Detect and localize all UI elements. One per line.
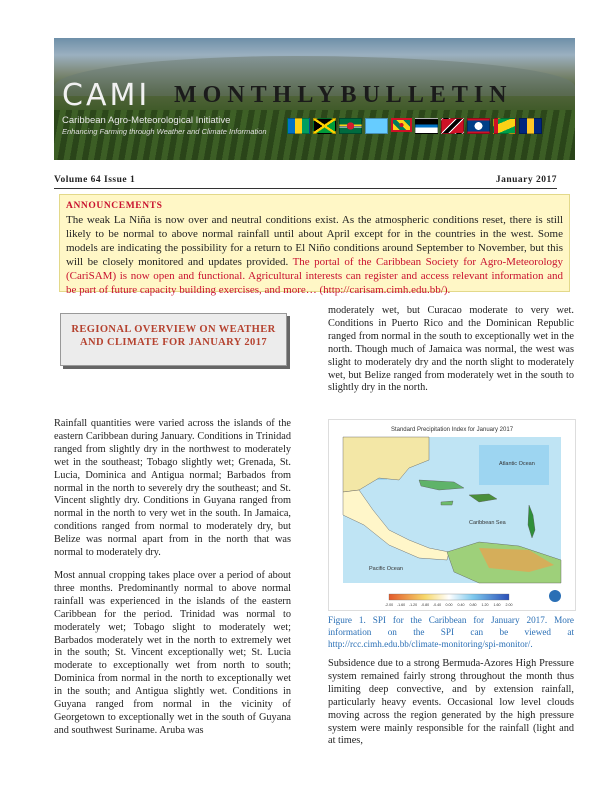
issue-volume: Volume 64 Issue 1 [54, 175, 136, 185]
right-paragraph-1: moderately wet, but Curacao moderate to very wet. Conditions in Puerto Rico and the Dominican Republic ranged from normal in the south to exceptionally wet in the north. Though much of Jamaica was normal, the west was slight to moderately dry and the north slight to moderately wet, but Belize ranged from moderately wet in the south to slightly dry in the north. [328, 305, 574, 394]
bulletin-title: MONTHLYBULLETIN [174, 82, 513, 108]
announcements-text: The weak La Niña is now over and neutral conditions exist. As the atmospheric conditions reset, there is still likely to be normal to above normal rainfall until about April except for in the countries in the west. Some models are indicating the possibility for a return to El Niño conditions around September to November, but this will be closely monitored and updates provided. [66, 214, 563, 268]
spi-map-figure [328, 419, 576, 611]
legend-tick-label: -0.80 [420, 603, 430, 607]
spi-legend-bar [389, 594, 509, 600]
carisam-announcement-text[interactable]: The portal of the Caribbean Society for Agro-Meteorology (CariSAM) is now open and functional. Agricultural interests can register and access relevant information and be part of future capacity building exercises, and more… (http://carisam.cimh.edu.bb/). [66, 256, 564, 296]
spi-map [329, 420, 575, 610]
barbados-flag [519, 118, 542, 134]
dominica-flag [339, 118, 362, 134]
tagline-mission: Enhancing Farming through Weather and Climate Information [62, 127, 267, 136]
cami-logo: CAMI [62, 78, 151, 113]
right-column-bottom [328, 658, 574, 758]
announcements-heading: ANNOUNCEMENTS [66, 201, 163, 211]
section-title: REGIONAL OVERVIEW ON WEATHER AND CLIMATE FOR JANUARY 2017 [71, 324, 276, 348]
legend-tick-label: -1.20 [408, 603, 418, 607]
legend-tick-label: -1.60 [396, 603, 406, 607]
left-paragraph-1: Rainfall quantities were varied across the islands of the eastern Caribbean during January. Conditions in Trinidad ranged from slightly dry in the northwest to moderately wet in the southeast; Tobago slightly wet; Grenada, St. Lucia, Dominica and Antigua normal; Barbados from normal in the north to severely dry the southeast; and St. Vincent slightly dry. Conditions in Guyana ranged from normal in the north to very wet in the south. In Jamaica, conditions ranged from normal to moderately dry, but Belize was normal apart from in the north that was normal to moderately dry. [54, 418, 291, 559]
map-title: Standard Precipitation Index for January 2017 [390, 427, 514, 433]
announcements-box [59, 194, 570, 296]
legend-tick-label: -2.00 [384, 603, 394, 607]
tagline-organisation: Caribbean Agro-Meteorological Initiative [62, 115, 231, 126]
spi-legend-ticks [385, 603, 513, 607]
legend-tick-label: 0.00 [445, 603, 453, 607]
antigua-flag [415, 118, 438, 134]
legend-tick-label: 1.20 [481, 603, 489, 607]
issue-date: January 2017 [495, 175, 557, 185]
saint-vincent-flag [287, 118, 310, 134]
cimh-logo [549, 590, 561, 602]
figure-caption[interactable]: Figure 1. SPI for the Caribbean for January 2017. More information on the SPI can be viewed at http://rcc.cimh.edu.bb/climate-monitoring/spi-monitor/. [328, 615, 574, 649]
left-column [54, 418, 291, 748]
legend-tick-label: 1.60 [493, 603, 501, 607]
belize-flag [467, 118, 490, 134]
legend-tick-label: -0.40 [432, 603, 442, 607]
right-column-top [328, 305, 574, 405]
atlantic-label: Atlantic Ocean [499, 461, 535, 467]
member-flags [287, 118, 542, 134]
pacific-label: Pacific Ocean [369, 566, 403, 572]
masthead-banner [54, 38, 575, 160]
legend-tick-label: 0.40 [457, 603, 465, 607]
caribbean-label: Caribbean Sea [469, 520, 506, 526]
trinidad-flag [441, 118, 464, 134]
right-paragraph-2: Subsidence due to a strong Bermuda-Azores High Pressure system remained fairly strong throughout the month thus limiting deep convective, and by extension rainfall, particularly heavy events. Occasional low level clouds moving across the region generated by the high pressure system were mainly responsible for the rainfall (light and at times, [328, 658, 574, 747]
grenada-flag [391, 118, 412, 132]
left-paragraph-2: Most annual cropping takes place over a period of about three months. Predominantly normal to above normal rainfall was experienced in the islands of the eastern Caribbean for the period. Trinidad was normal to moderately wet; Tobago slight to moderately wet; Barbados moderately wet in the north to extremely wet in the south; St. Vincent exceptionally wet; St. Lucia moderate to exceptionally wet from north to south; Dominica from normal in the north to exceptionally wet in the south; and Antigua slightly wet. Conditions in Guyana ranged from normal in the vicinity of Georgetown to exceptionally wet in the south of Guyana and southwest Suriname. Aruba was [54, 569, 291, 736]
issue-info [54, 175, 557, 185]
issue-divider [54, 188, 557, 189]
section-heading-box [60, 313, 287, 366]
legend-tick-label: 2.00 [505, 603, 513, 607]
saint-lucia-flag [365, 118, 388, 134]
legend-tick-label: 0.80 [469, 603, 477, 607]
guyana-flag [493, 118, 516, 134]
jamaica-flag [313, 118, 336, 134]
